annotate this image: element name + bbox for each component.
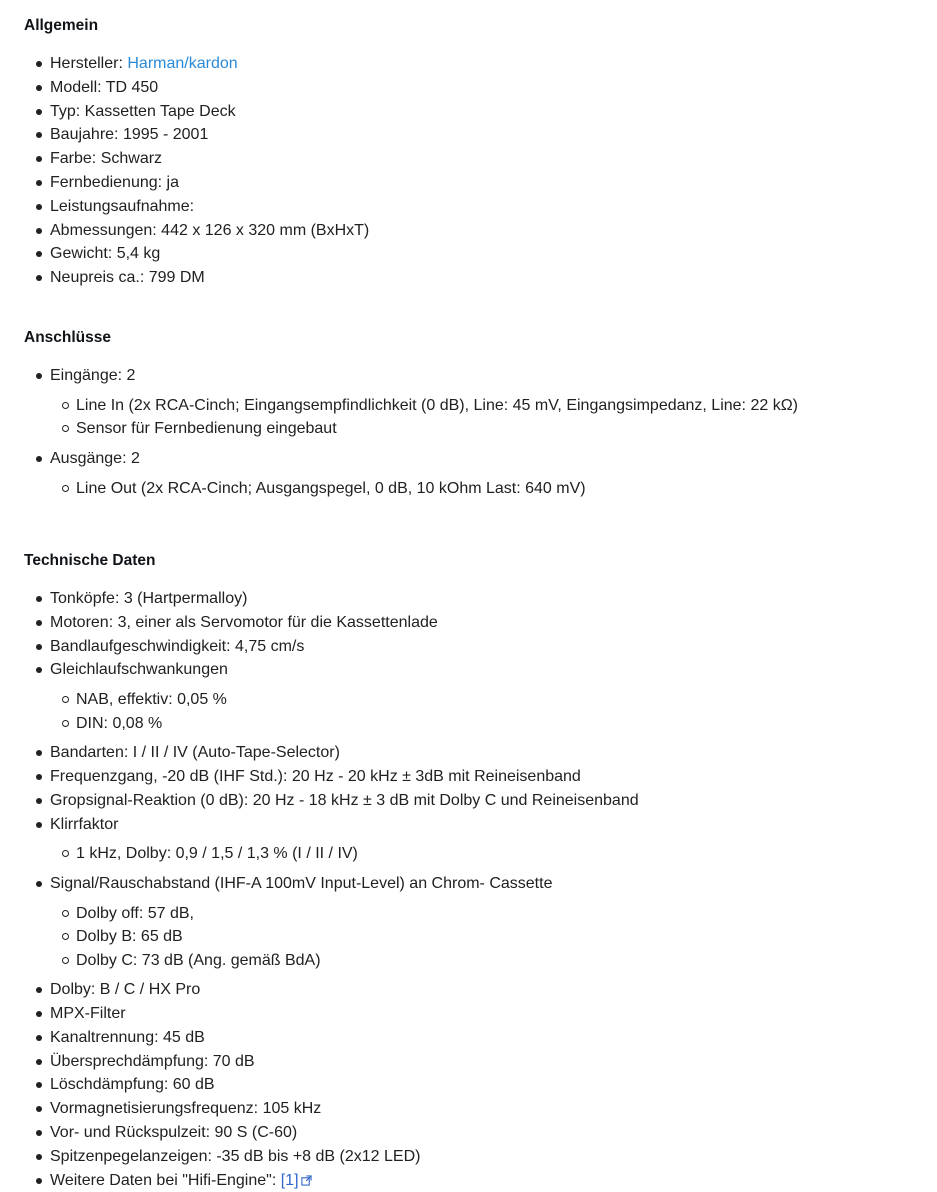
sub-list-item: DIN: 0,08 % <box>50 712 924 736</box>
list-item <box>24 658 924 682</box>
sub-list-container <box>24 688 924 735</box>
list-item-label: Farbe: Schwarz <box>50 150 163 168</box>
list-item <box>24 1026 924 1050</box>
list-item-label: Klirrfaktor <box>50 815 119 833</box>
hifi-engine-link[interactable]: [1] <box>280 1171 299 1189</box>
list-item-label: Vor- und Rückspulzeit: 90 S (C-60) <box>50 1123 298 1141</box>
list-item-label: Ausgänge: 2 <box>50 449 140 467</box>
list-item-label: Dolby: B / C / HX Pro <box>50 981 201 999</box>
sub-list-item: Dolby C: 73 dB (Ang. gemäß BdA) <box>50 949 924 973</box>
list-item-label: Bandlaufgeschwindigkeit: 4,75 cm/s <box>50 637 305 655</box>
list-item-label: MPX-Filter <box>50 1004 126 1022</box>
list-item <box>24 1050 924 1074</box>
sub-list-container <box>24 902 924 973</box>
list-item-label: Hersteller: <box>50 55 128 72</box>
sub-list-item: Dolby off: 57 dB, <box>50 902 924 926</box>
list-item <box>24 813 924 837</box>
list-item-label: Spitzenpegelanzeigen: -35 dB bis +8 dB (2x12 LED) <box>50 1147 421 1165</box>
list-item-label: Bandarten: I / II / IV (Auto-Tape-Selector) <box>50 744 340 762</box>
list-item <box>24 76 924 100</box>
sub-list-item: Sensor für Fernbedienung eingebaut <box>50 417 924 441</box>
sub-list <box>50 477 924 501</box>
list-item-label: Eingänge: 2 <box>50 367 136 384</box>
list-item <box>24 52 924 76</box>
heading-allgemein: Allgemein <box>24 17 99 34</box>
list-technische-daten <box>24 587 924 1192</box>
sub-list <box>50 394 924 441</box>
list-item <box>24 765 924 789</box>
heading-technische-daten: Technische Daten <box>24 552 156 569</box>
list-item-label: Weitere Daten bei "Hifi-Engine": <box>50 1171 281 1189</box>
list-item-label: Kanaltrennung: 45 dB <box>50 1028 205 1046</box>
list-item-label: Signal/Rauschabstand (IHF-A 100mV Input-Level) an Chrom- Cassette <box>50 874 553 892</box>
list-item <box>24 195 924 219</box>
sub-list <box>50 842 924 866</box>
list-item-label: Tonköpfe: 3 (Hartpermalloy) <box>50 590 248 607</box>
list-item <box>24 447 924 471</box>
list-item <box>24 171 924 195</box>
list-item-label: Modell: TD 450 <box>50 78 159 96</box>
list-item-label: Leistungsaufnahme: <box>50 197 195 215</box>
manufacturer-link[interactable]: Harman/kardon <box>127 55 238 72</box>
list-item <box>24 611 924 635</box>
sub-list-item: NAB, effektiv: 0,05 % <box>50 688 924 712</box>
list-item-label: Neupreis ca.: 799 DM <box>50 269 205 287</box>
list-item <box>24 1121 924 1145</box>
section-technische-daten <box>24 551 924 1192</box>
list-item-label: Löschdämpfung: 60 dB <box>50 1076 215 1094</box>
list-item-label: Gewicht: 5,4 kg <box>50 245 161 263</box>
list-item <box>24 1097 924 1121</box>
list-item <box>24 147 924 171</box>
sub-list-item: Line Out (2x RCA-Cinch; Ausgangspegel, 0 dB, 10 kOhm Last: 640 mV) <box>50 477 924 501</box>
list-item <box>24 1002 924 1026</box>
list-item-label: Baujahre: 1995 - 2001 <box>50 126 209 144</box>
list-item <box>24 741 924 765</box>
list-item <box>24 242 924 266</box>
list-item <box>24 219 924 243</box>
list-item <box>24 872 924 896</box>
list-item <box>24 1169 924 1192</box>
section-anschluesse <box>24 328 924 506</box>
list-item-label: Frequenzgang, -20 dB (IHF Std.): 20 Hz - 20 kHz ± 3dB mit Reineisenband <box>50 767 581 785</box>
heading-anschluesse: Anschlüsse <box>24 329 112 346</box>
list-item <box>24 635 924 659</box>
sub-list <box>50 902 924 973</box>
sub-list-item: 1 kHz, Dolby: 0,9 / 1,5 / 1,3 % (I / II / IV) <box>50 842 924 866</box>
list-item <box>24 364 924 388</box>
list-item <box>24 266 924 290</box>
section-allgemein <box>24 16 924 290</box>
list-item-label: Typ: Kassetten Tape Deck <box>50 102 236 120</box>
list-item <box>24 978 924 1002</box>
list-item <box>24 1145 924 1169</box>
list-item <box>24 100 924 124</box>
external-link-icon[interactable] <box>301 1175 312 1186</box>
list-anschluesse <box>24 364 924 500</box>
list-item <box>24 789 924 813</box>
list-item <box>24 1073 924 1097</box>
list-item-label: Übersprechdämpfung: 70 dB <box>50 1052 255 1070</box>
list-item <box>24 587 924 611</box>
sub-list <box>50 688 924 735</box>
sub-list-container <box>24 842 924 866</box>
sub-list-item: Dolby B: 65 dB <box>50 925 924 949</box>
list-item-label: Fernbedienung: ja <box>50 173 179 191</box>
list-allgemein <box>24 52 924 290</box>
list-item-label: Vormagnetisierungsfrequenz: 105 kHz <box>50 1100 322 1118</box>
list-item-label: Gleichlaufschwankungen <box>50 661 228 679</box>
sub-list-container <box>24 394 924 441</box>
list-item <box>24 123 924 147</box>
sub-list-item: Line In (2x RCA-Cinch; Eingangsempfindlichkeit (0 dB), Line: 45 mV, Eingangsimpedanz, Line: 22 kΩ) <box>50 394 924 418</box>
list-item-label: Abmessungen: 442 x 126 x 320 mm (BxHxT) <box>50 221 370 239</box>
list-item-label: Motoren: 3, einer als Servomotor für die Kassettenlade <box>50 613 438 631</box>
list-item-label: Gropsignal-Reaktion (0 dB): 20 Hz - 18 kHz ± 3 dB mit Dolby C und Reineisenband <box>50 791 639 809</box>
sub-list-container <box>24 477 924 501</box>
